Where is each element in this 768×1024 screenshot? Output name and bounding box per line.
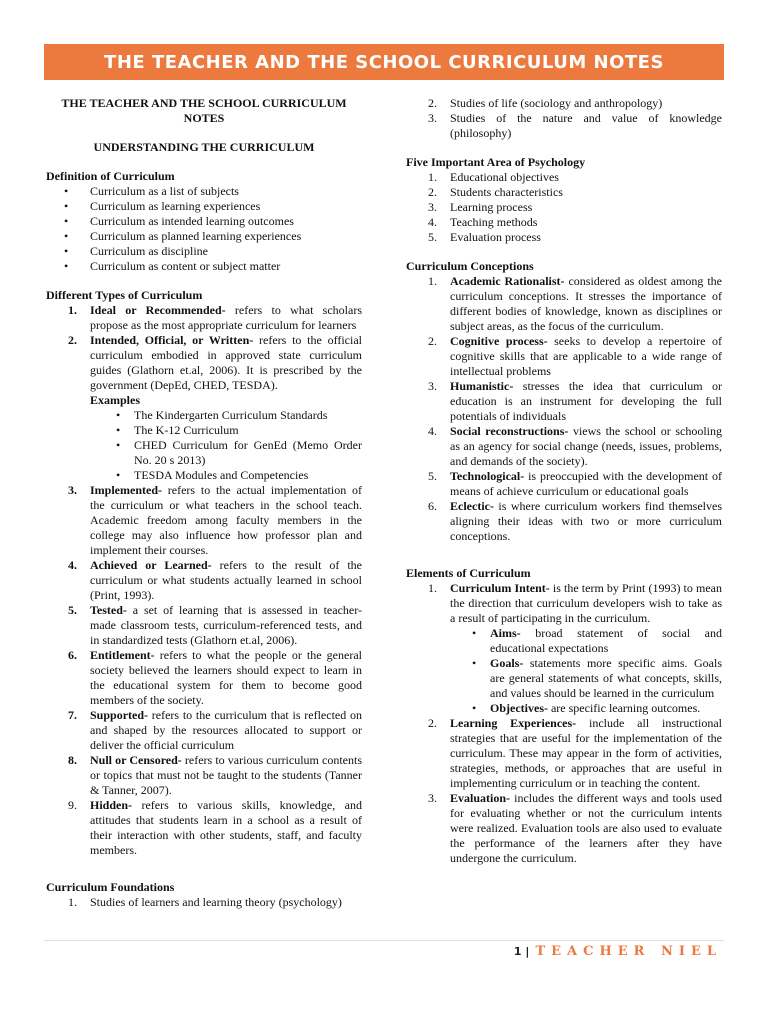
item-number: 4.	[428, 215, 437, 229]
document-subtitle: UNDERSTANDING THE CURRICULUM	[93, 140, 315, 154]
item-number: 2.	[428, 96, 437, 110]
list-item	[428, 424, 723, 469]
definition-heading: Definition of Curriculum	[46, 169, 175, 183]
item-number: 4.	[68, 558, 77, 572]
item-term: Ideal or Recommended-	[90, 303, 226, 317]
list-item	[428, 111, 722, 141]
footer-brand: TEACHER NIEL	[535, 944, 722, 959]
item-term: Goals-	[490, 656, 524, 670]
item-text: Studies of the nature and value of knowledge (philosophy)	[450, 111, 722, 140]
item-term: Implemented-	[90, 483, 162, 497]
list-item: • CHED Curriculum for GenEd (Memo Order No. 20 s 2013)	[134, 438, 362, 468]
header-banner: THE TEACHER AND THE SCHOOL CURRICULUM NOTES	[44, 44, 724, 80]
list-item	[428, 499, 722, 544]
item-text: are specific learning outcomes.	[547, 701, 701, 715]
item-text: refers to the official curriculum embodied in approved state curriculum guides (Glathorn et.al, 2006). It is prescribed by the government (DepEd, CHED, TESDA).	[90, 333, 362, 392]
item-text: include all instructional strategies that are useful for the implementation of the curriculum. These may appear in the form of activities, strategies, methods, or approaches that are useful in implementing curriculum or in teaching the content.	[450, 716, 722, 790]
list-item	[68, 708, 362, 753]
list-item	[428, 469, 722, 499]
item-term: Hidden-	[90, 798, 133, 812]
item-number: 4.	[428, 424, 437, 438]
item-number: 2.	[428, 185, 437, 199]
item-term: Technological-	[450, 469, 525, 483]
item-number: 3.	[428, 200, 437, 214]
foundations-list-part1	[46, 895, 362, 910]
psychology-list	[406, 170, 722, 245]
list-item	[68, 558, 362, 603]
foundations-list-part2	[406, 96, 722, 141]
item-text: broad statement of social and educational expectations	[490, 626, 722, 655]
list-item	[428, 200, 722, 215]
item-number: 5.	[428, 230, 437, 244]
item-text: Educational objectives	[450, 170, 559, 184]
item-text: refers to the result of the curriculum or what students actually learned in school (Print, 1993).	[90, 558, 362, 602]
item-term: Learning Experiences-	[450, 716, 577, 730]
item-term: Cognitive process-	[450, 334, 548, 348]
page-number: 1 |	[513, 945, 530, 958]
item-text: refers to the actual implementation of the curriculum or what teachers in the school teach. Academic freedom among faculty members in the college may also influence how professor plan and implement their courses.	[90, 483, 362, 557]
definition-list	[46, 184, 362, 274]
list-item	[428, 581, 722, 716]
list-item	[490, 656, 722, 701]
item-text: statements more specific aims. Goals are general statements of what concepts, skills, and values should be learned in the curriculum	[490, 656, 722, 700]
item-term: Null or Censored-	[90, 753, 182, 767]
item-number: 3.	[68, 483, 77, 497]
item-term: Objectives-	[490, 701, 548, 715]
list-item	[68, 648, 362, 708]
item-number: 9.	[68, 798, 77, 812]
item-term: Social reconstructions-	[450, 424, 569, 438]
list-item	[428, 230, 722, 245]
item-term: Tested-	[90, 603, 127, 617]
item-term: Academic Rationalist-	[450, 274, 565, 288]
types-list	[46, 303, 362, 858]
examples-list	[90, 408, 362, 483]
item-number: 2.	[428, 334, 437, 348]
item-text: is the term by Print (1993) to mean the direction that curriculum developers wish to take as a result of participating in the curriculum.	[450, 581, 722, 625]
item-text: Studies of life (sociology and anthropology)	[450, 96, 663, 110]
item-text: refers to what scholars propose as the most appropriate curriculum for learners	[90, 303, 363, 332]
item-number: 2.	[428, 716, 437, 730]
item-term: Entitlement-	[90, 648, 155, 662]
list-item	[428, 274, 722, 334]
item-text: is where curriculum workers find themselves aligning their ideas with two or more curriculum conceptions.	[450, 499, 722, 543]
elements-list	[406, 581, 722, 866]
list-item	[68, 895, 362, 910]
list-item	[490, 701, 722, 716]
item-number: 3.	[428, 111, 437, 125]
examples-heading: Examples	[90, 393, 141, 407]
item-number: 8.	[68, 753, 77, 767]
elements-heading: Elements of Curriculum	[406, 566, 531, 580]
foundations-heading: Curriculum Foundations	[46, 880, 175, 894]
item-text: stresses the idea that curriculum or education is an instrument for developing the full potentials of individuals	[450, 379, 722, 423]
item-term: Intended, Official, or Written-	[90, 333, 254, 347]
list-item	[68, 753, 362, 798]
item-term: Evaluation-	[450, 791, 511, 805]
list-item: • The Kindergarten Curriculum Standards	[134, 408, 362, 423]
item-term: Humanistic-	[450, 379, 514, 393]
item-text: Students characteristics	[450, 185, 563, 199]
list-item	[68, 333, 362, 483]
list-item	[428, 334, 722, 379]
item-number: 3.	[428, 379, 437, 393]
intent-sublist	[450, 626, 722, 716]
list-item	[68, 798, 362, 858]
item-term: Aims-	[490, 626, 521, 640]
item-text: views the school or schooling as an agency for social change (needs, issues, problems, and demands of the society).	[450, 424, 723, 468]
item-text: seeks to develop a repertoire of cognitive skills that are applicable to a wide range of intellectual problems	[450, 334, 722, 378]
list-item	[68, 603, 362, 648]
footer-divider	[44, 940, 724, 941]
item-number: 6.	[68, 648, 77, 662]
item-number: 1.	[428, 581, 437, 595]
list-item	[428, 379, 722, 424]
conceptions-list	[406, 274, 722, 544]
list-item: • Curriculum as learning experiences	[90, 199, 362, 214]
item-number: 1.	[68, 895, 77, 909]
item-number: 6.	[428, 499, 437, 513]
left-column	[46, 96, 362, 910]
item-text: Teaching methods	[450, 215, 538, 229]
list-item	[428, 716, 722, 791]
conceptions-heading: Curriculum Conceptions	[406, 259, 534, 273]
list-item	[428, 170, 722, 185]
item-text: refers to various curriculum contents or topics that must not be taught to the students (Tanner & Tanner, 2007).	[90, 753, 362, 797]
item-number: 1.	[68, 303, 77, 317]
item-term: Supported-	[90, 708, 149, 722]
item-number: 2.	[68, 333, 77, 347]
list-item: • Curriculum as content or subject matter	[90, 259, 362, 274]
item-text: considered as oldest among the curriculum conceptions. It stresses the importance of different bodies of knowledge, known as disciplines or subject areas, as the focus of the curriculum.	[450, 274, 722, 333]
right-column	[406, 96, 722, 866]
psychology-heading: Five Important Area of Psychology	[406, 155, 586, 169]
list-item: • Curriculum as discipline	[90, 244, 362, 259]
list-item: • Curriculum as intended learning outcomes	[90, 214, 362, 229]
list-item: • Curriculum as planned learning experiences	[90, 229, 362, 244]
list-item: • The K-12 Curriculum	[134, 423, 362, 438]
list-item	[428, 215, 722, 230]
item-number: 7.	[68, 708, 77, 722]
item-number: 5.	[428, 469, 437, 483]
item-text: Learning process	[450, 200, 533, 214]
item-number: 5.	[68, 603, 77, 617]
item-text: a set of learning that is assessed in teacher-made classroom tests, curriculum-referenced tests, and in standardized tests (Glathorn et.al, 2006).	[90, 603, 362, 647]
item-text: Studies of learners and learning theory (psychology)	[90, 895, 342, 909]
list-item	[428, 791, 722, 866]
item-number: 1.	[428, 274, 437, 288]
item-text: includes the different ways and tools used for evaluating whether or not the curriculum intents were realized. Evaluation tools are also used to evaluate the performance of the learners after they have undergone the curriculum.	[450, 791, 722, 865]
list-item	[490, 626, 722, 656]
list-item: • Curriculum as a list of subjects	[90, 184, 362, 199]
document-title: THE TEACHER AND THE SCHOOL CURRICULUM NOTES	[61, 96, 347, 125]
item-text: refers to what the people or the general society believed the learners should expect to learn in the educational system for them to become good members of the society.	[90, 648, 362, 707]
list-item: • TESDA Modules and Competencies	[134, 468, 362, 483]
item-text: refers to various skills, knowledge, and attitudes that students learn in a school as a result of their interaction with other students, staff, and faculty members.	[90, 798, 362, 857]
types-heading: Different Types of Curriculum	[46, 288, 203, 302]
item-term: Curriculum Intent-	[450, 581, 550, 595]
list-item	[428, 185, 722, 200]
item-text: refers to the curriculum that is reflected on and shaped by the resources allocated to support or deliver the official curriculum	[90, 708, 362, 752]
item-term: Eclectic-	[450, 499, 494, 513]
item-text: Evaluation process	[450, 230, 541, 244]
list-item	[68, 483, 362, 558]
item-term: Achieved or Learned-	[90, 558, 212, 572]
item-number: 1.	[428, 170, 437, 184]
list-item	[68, 303, 363, 333]
list-item	[428, 96, 722, 111]
page-footer	[514, 944, 722, 959]
item-text: is preoccupied with the development of means of achieve curriculum or educational goals	[450, 469, 722, 498]
item-number: 3.	[428, 791, 437, 805]
